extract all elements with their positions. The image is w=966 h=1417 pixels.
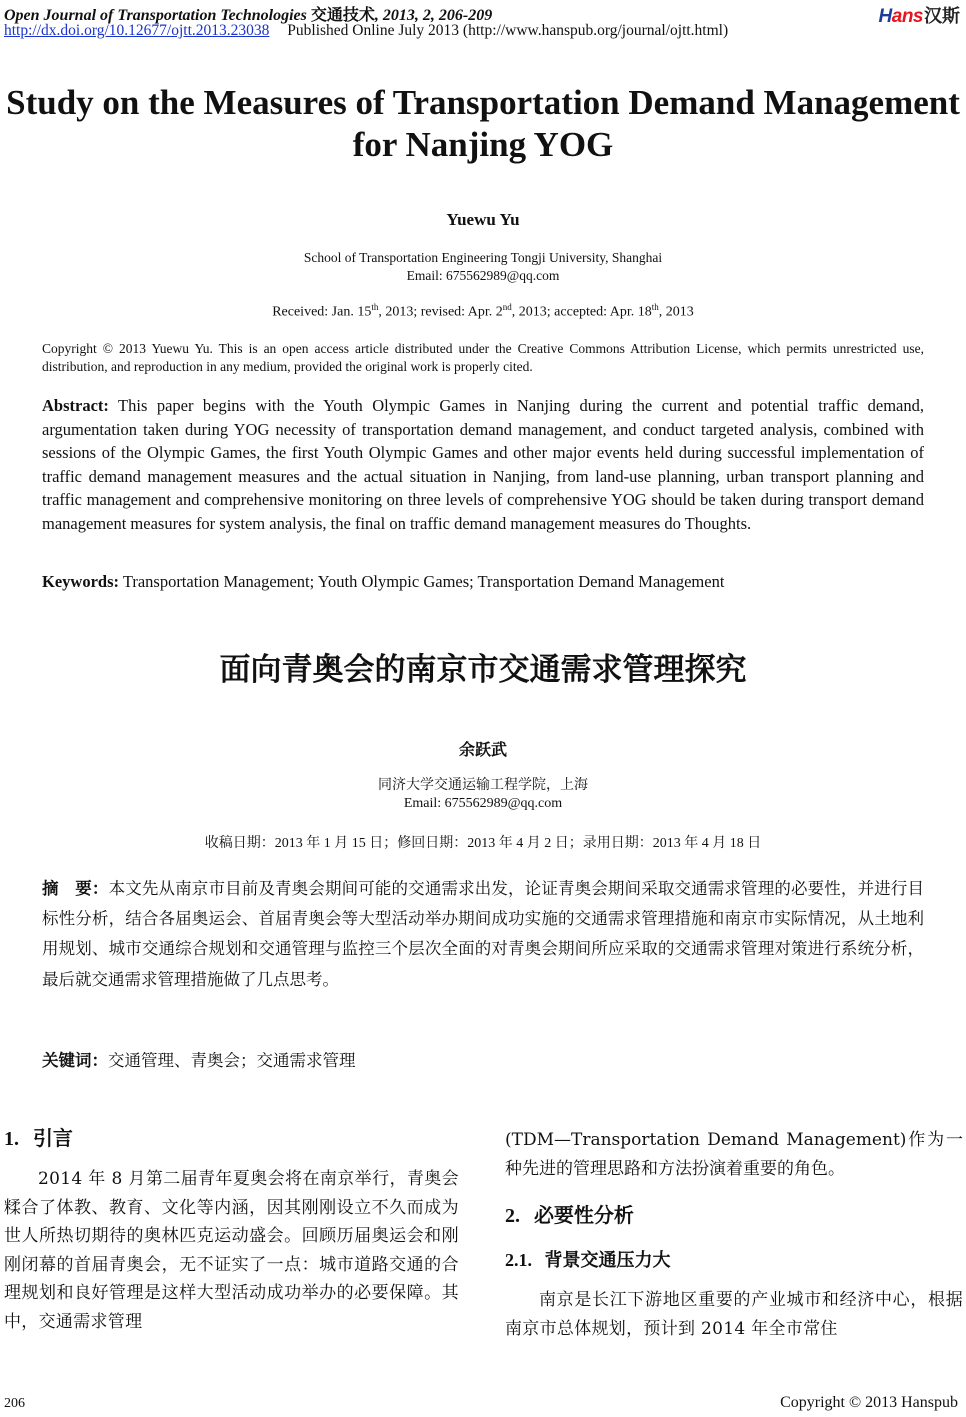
section-2-heading: 2. 必要性分析 xyxy=(505,1203,634,1227)
author-email-cn: Email: 675562989@qq.com xyxy=(403,796,563,811)
volume-info: , 2013, 2, 206-209 xyxy=(374,7,493,24)
body-column-right xyxy=(505,1126,963,1343)
keywords-label: Keywords: xyxy=(42,572,119,591)
abstract-cn-label: 摘 要： xyxy=(42,879,109,898)
published-info: Published Online July 2013 (http://www.hanspub.org/journal/ojtt.html) xyxy=(287,22,729,39)
abstract-cn xyxy=(42,874,924,995)
affiliation-cn-text: 同济大学交通运输工程学院，上海 xyxy=(378,778,588,793)
abstract-en xyxy=(42,394,924,536)
section-1-paragraph: 2014 年 8 月第二届青年夏奥会将在南京举行，青奥会糅合了体教、教育、文化等内涵，因其刚刚设立不久而成为世人所热切期待的奥林匹克运动盛会。回顾历届奥运会和刚刚闭幕的首届青奥会，无不证实了一点：城市道路交通的合理规划和良好管理是这样大型活动成功举办的必要保障。其中，交通需求管理 xyxy=(4,1169,459,1332)
section-1-paragraph-cont: (TDM—Transportation Demand Management)作为一种先进的管理思路和方法扮演着重要的角色。 xyxy=(505,1130,963,1179)
author-email: Email: 675562989@qq.com xyxy=(406,268,560,283)
affiliation-en xyxy=(0,249,966,285)
logo-cn: 汉斯 xyxy=(924,6,960,26)
abstract-text: This paper begins with the Youth Olympic Games in Nanjing during the current and potential traffic demand, argumentation taken during YOG necessity of transportation demand management, and conduct targeted analysis, combined with sessions of the Olympic Games, the first Youth Olympic Games and other major events held during successful implementation of traffic demand management measures and the actual situation in Nanjing, from land-use planning, urban transport planning and traffic management and comprehensive monitoring on three levels of comprehensive YOG should be taken during transport demand management measures for system analysis, the final on traffic demand management measures do Thoughts. xyxy=(42,396,924,533)
keywords-cn xyxy=(42,1047,924,1071)
journal-name-cn: 交通技术 xyxy=(310,7,375,24)
paper-title-cn: 面向青奥会的南京市交通需求管理探究 xyxy=(219,652,747,688)
logo-latin: Hans xyxy=(878,6,923,27)
abstract-cn-text: 本文先从南京市目前及青奥会期间可能的交通需求出发，论证青奥会期间采取交通需求管理的必要性，并进行目标性分析，结合各届奥运会、首届青奥会等大型活动举办期间成功实施的交通需求管理措施和南京市实际情况，从土地利用规划、城市交通综合规划和交通管理与监控三个层次全面的对青奥会期间所应采取的交通需求管理对策进行系统分析，最后就交通需求管理措施做了几点思考。 xyxy=(42,879,925,989)
affiliation-cn xyxy=(0,777,966,813)
keywords-en xyxy=(42,572,924,592)
author-cn: 余跃武 xyxy=(458,740,507,759)
section-2-1-paragraph: 南京是长江下游地区重要的产业城市和经济中心，根据南京市总体规划，预计到 2014 年全市常住 xyxy=(505,1290,963,1339)
dates-cn: 收稿日期：2013 年 1 月 15 日；修回日期：2013 年 4 月 2 日；录用日期：2013 年 4 月 18 日 xyxy=(204,836,762,851)
copyright-notice: Copyright © 2013 Yuewu Yu. This is an open access article distributed under the Creative Commons Attribution License, which permits unrestricted use, distribution, and reproduction in any medium, provided the original work is properly cited. xyxy=(42,341,924,374)
affiliation-text: School of Transportation Engineering Tongji University, Shanghai xyxy=(303,250,663,265)
dates-en: Received: Jan. 15th, 2013; revised: Apr. 2nd, 2013; accepted: Apr. 18th, 2013 xyxy=(272,302,694,320)
paper-title-en: Study on the Measures of Transportation Demand Management for Nanjing YOG xyxy=(6,83,960,164)
body-column-left xyxy=(4,1122,459,1336)
page-number: 206 xyxy=(4,1396,25,1411)
doi-line xyxy=(4,22,728,40)
abstract-label: Abstract: xyxy=(42,396,109,415)
keywords-cn-text: 交通管理、青奥会；交通需求管理 xyxy=(108,1051,356,1070)
footer-copyright: Copyright © 2013 Hanspub xyxy=(780,1394,958,1411)
section-1-heading: 1. 引言 xyxy=(4,1126,73,1150)
section-2-1-heading: 2.1. 背景交通压力大 xyxy=(505,1250,671,1271)
keywords-cn-label: 关键词： xyxy=(42,1051,108,1070)
doi-link[interactable]: http://dx.doi.org/10.12677/ojtt.2013.23038 xyxy=(4,22,270,39)
keywords-text: Transportation Management; Youth Olympic Games; Transportation Demand Management xyxy=(119,572,725,591)
author-en: Yuewu Yu xyxy=(446,210,520,229)
journal-name: Open Journal of Transportation Technologies xyxy=(4,7,307,24)
hans-logo xyxy=(879,2,960,28)
